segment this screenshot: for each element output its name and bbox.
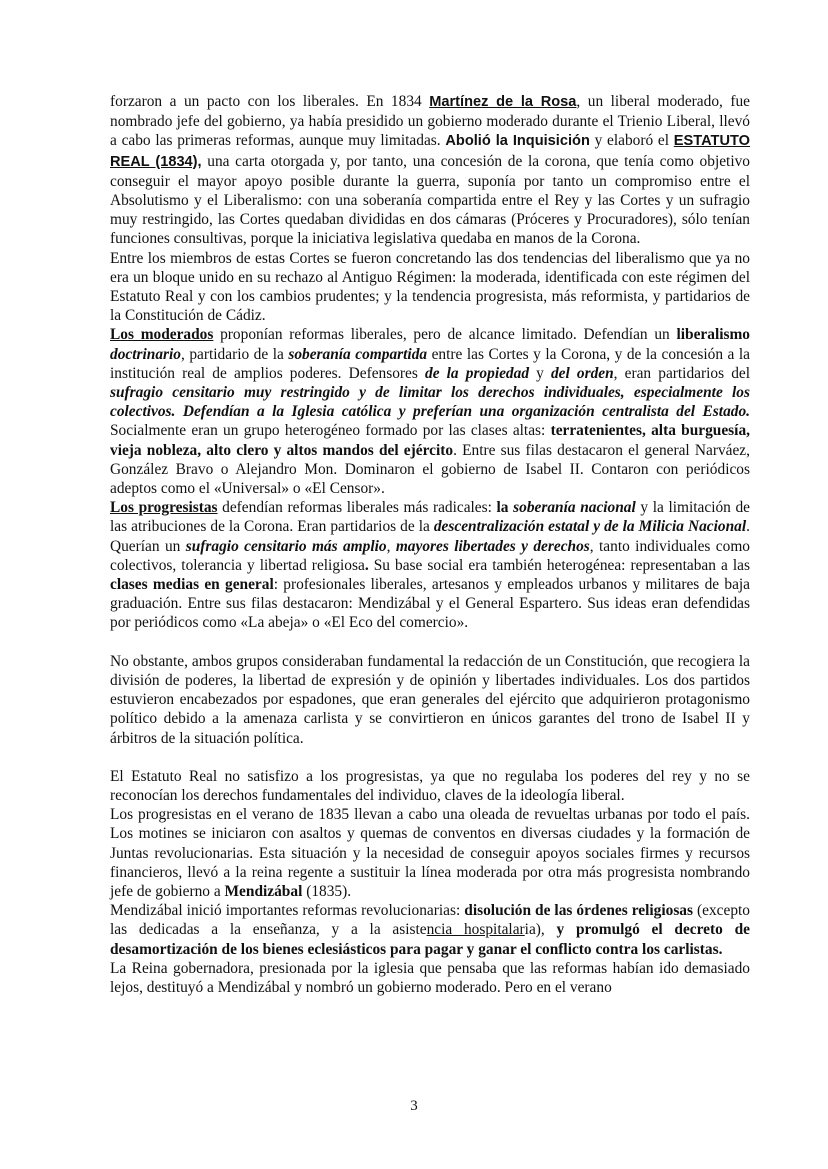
progresistas-heading: Los progresistas: [110, 499, 218, 517]
moderados-heading: Los moderados: [110, 326, 214, 344]
paragraph-progresistas: Los progresistas defendían reformas liberales más radicales: la soberanía nacional y la limitación de las atribuciones de la Corona. Eran partidarios de la descentralización estatal y de la Milicia Nacional. Querían un sufragio censitario más amplio, mayores libertades y derechos, tanto individuales como colectivos, tolerancia y libertad religiosa. Su base social era también heterogénea: representaban a las clases medias en general: profesionales liberales, artesanos y empleados urbanos y militares de baja graduación. Entre sus filas destacaron: Mendizábal y el General Espartero. Sus ideas eran defendidas por periódicos como «La abeja» o «El Eco del comercio».: [110, 499, 751, 632]
paragraph-mendizabal: Mendizábal inició importantes reformas revolucionarias: disolución de las órdenes religiosas (excepto las dedicadas a la enseñanza, y a la asistencia hospitalaria), y promulgó el decreto de desamortización de los bienes eclesiásticos para pagar y ganar el conflicto contra los carlistas.: [110, 902, 750, 958]
paragraph-spacer: [110, 633, 750, 652]
estatuto-real-heading: ESTATUTO REAL (1834),: [110, 133, 750, 170]
paragraph-estatuto-real: El Estatuto Real no satisfizo a los progresistas, ya que no regulaba los poderes del rey y no se reconocían los derechos fundamentales del individuo, claves de la ideología liberal.: [110, 767, 750, 804]
paragraph-revueltas-1835: Los progresistas en el verano de 1835 llevan a cabo una oleada de revueltas urbanas por todo el país. Los motines se iniciaron con asaltos y quemas de conventos en diversas ciudades y la formación de Juntas revolucionarias. Esta situación y la necesidad de conseguir apoyos sociales firmes y recursos financieros, llevó a la reina regente a sustituir la línea moderada por otra más progresista nombrando jefe de gobierno a Mendizábal (1835).: [110, 806, 750, 900]
page-body: [110, 92, 750, 997]
paragraph-martinez-de-la-rosa: forzaron a un pacto con los liberales. En 1834 Martínez de la Rosa, un liberal moderado, fue nombrado jefe del gobierno, ya había presidido un gobierno moderado durante el Trienio Liberal, llevó a cabo las primeras reformas, aunque muy limitadas. Abolió la Inquisición y elaboró el ESTATUTO REAL (1834), una carta otorgada y, por tanto, una concesión de la corona, que tenía como objetivo conseguir el mayor apoyo posible durante la guerra, suponía por tanto un compromiso entre el Absolutismo y el Liberalismo: con una soberanía compartida entre el Rey y las Cortes y un sufragio muy restringido, las Cortes quedaban divididas en dos cámaras (Próceres y Procuradores), sólo tenían funciones consultivas, porque la iniciativa legislativa quedaba en manos de la Corona.: [110, 93, 751, 248]
paragraph-moderados: Los moderados proponían reformas liberales, pero de alcance limitado. Defendían un liberalismo doctrinario, partidario de la soberanía compartida entre las Cortes y la Corona, y de la concesión a la institución real de amplios poderes. Defensores de la propiedad y del orden, eran partidarios del sufragio censitario muy restringido y de limitar los derechos individuales, especialmente los colectivos. Defendían a la Iglesia católica y preferían una organización centralista del Estado. Socialmente eran un grupo heterogéneo formado por las clases altas: terratenientes, alta burguesía, vieja nobleza, alto clero y altos mandos del ejército. Entre sus filas destacaron el general Narváez, González Bravo o Alejandro Mon. Dominaron el gobierno de Isabel II. Contaron con periódicos adeptos como el «Universal» o «El Censor».: [110, 326, 750, 498]
paragraph-constitucion: No obstante, ambos grupos consideraban fundamental la redacción de un Constitución, que recogiera la división de poderes, la libertad de expresión y de opinión y libertades individuales. Los dos partidos estuvieron encabezados por espadones, que eran generales del ejército que adquirieron protagonismo político debido a la amenaza carlista y se convirtieron en únicos garantes del trono de Isabel II y árbitros de la situación política.: [110, 652, 750, 747]
martinez-de-la-rosa-heading: Martínez de la Rosa: [429, 94, 577, 110]
paragraph-spacer: [110, 748, 750, 767]
page-number: 3: [410, 1098, 418, 1114]
paragraph-tendencias: Entre los miembros de estas Cortes se fueron concretando las dos tendencias del liberalismo que ya no era un bloque unido en su rechazo al Antiguo Régimen: la moderada, identificada con este régimen del Estatuto Real y con los cambios prudentes; y la tendencia progresista, más reformista, y partidarios de la Constitución de Cádiz.: [110, 249, 750, 325]
paragraph-reina-gobernadora: La Reina gobernadora, presionada por la iglesia que pensaba que las reformas habían ido demasiado lejos, destituyó a Mendizábal y nombró un gobierno moderado. Pero en el verano: [110, 959, 750, 996]
